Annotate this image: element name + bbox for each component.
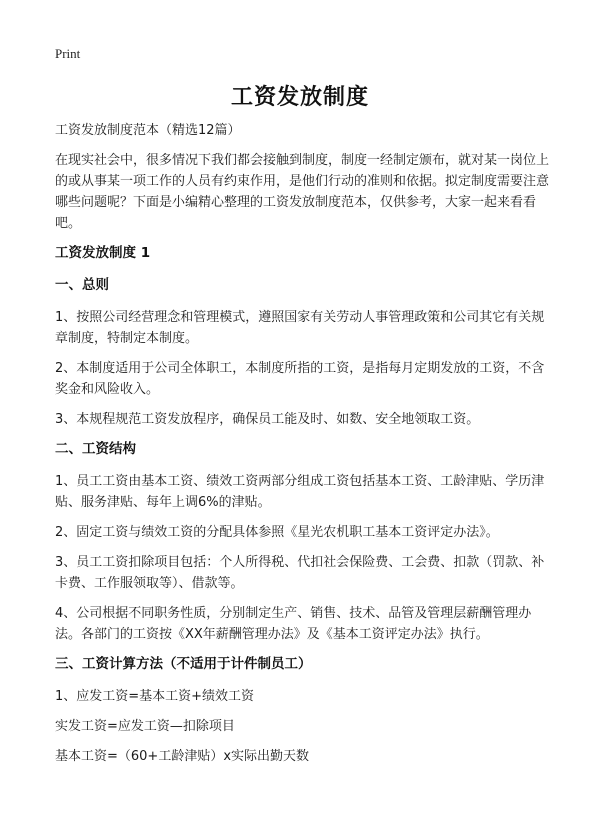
document-body bbox=[55, 120, 555, 776]
part3-item: 基本工资=（60+工龄津贴）x实际出勤天数 bbox=[55, 749, 310, 764]
part2-item: 2、固定工资与绩效工资的分配具体参照《星光农机职工基本工资评定办法》。 bbox=[55, 525, 499, 540]
section-title: 工资发放制度 1 bbox=[55, 245, 151, 261]
part3-item: 实发工资=应发工资—扣除项目 bbox=[55, 719, 235, 734]
part3-heading: 三、工资计算方法（不适用于计件制员工） bbox=[55, 656, 312, 672]
intro-paragraph: 在现实社会中，很多情况下我们都会接触到制度，制度一经制定颁布，就对某一岗位上的或从事某一项工作的人员有约束作用，是他们行动的准则和依据。拟定制度需要注意哪些问题呢？下面是小编精心整理的工资发放制度范本，仅供参考，大家一起来看看吧。 bbox=[55, 153, 550, 231]
part3-item: 1、应发工资=基本工资+绩效工资 bbox=[55, 689, 255, 704]
part1-item: 3、本规程规范工资发放程序，确保员工能及时、如数、安全地领取工资。 bbox=[55, 412, 480, 427]
part2-item: 3、员工工资扣除项目包括：个人所得税、代扣社会保险费、工会费、扣款（罚款、补卡费、工作服领取等）、借款等。 bbox=[55, 555, 545, 591]
document-title: 工资发放制度 bbox=[230, 85, 369, 110]
part1-item: 2、本制度适用于公司全体职工，本制度所指的工资，是指每月定期发放的工资，不含奖金和风险收入。 bbox=[55, 361, 545, 397]
part2-item: 4、公司根据不同职务性质，分别制定生产、销售、技术、品管及管理层薪酬管理办法。各部门的工资按《XX年薪酬管理办法》及《基本工资评定办法》执行。 bbox=[55, 606, 532, 642]
part2-heading: 二、工资结构 bbox=[55, 441, 136, 457]
print-label: Print bbox=[55, 46, 81, 61]
part2-item: 1、员工工资由基本工资、绩效工资两部分组成工资包括基本工资、工龄津贴、学历津贴、服务津贴、每年上调6%的津贴。 bbox=[55, 474, 545, 510]
part1-item: 1、按照公司经营理念和管理模式，遵照国家有关劳动人事管理政策和公司其它有关规章制度，特制定本制度。 bbox=[55, 310, 545, 346]
part1-heading: 一、总则 bbox=[55, 277, 109, 293]
document-subtitle: 工资发放制度范本（精选12篇） bbox=[55, 123, 241, 138]
